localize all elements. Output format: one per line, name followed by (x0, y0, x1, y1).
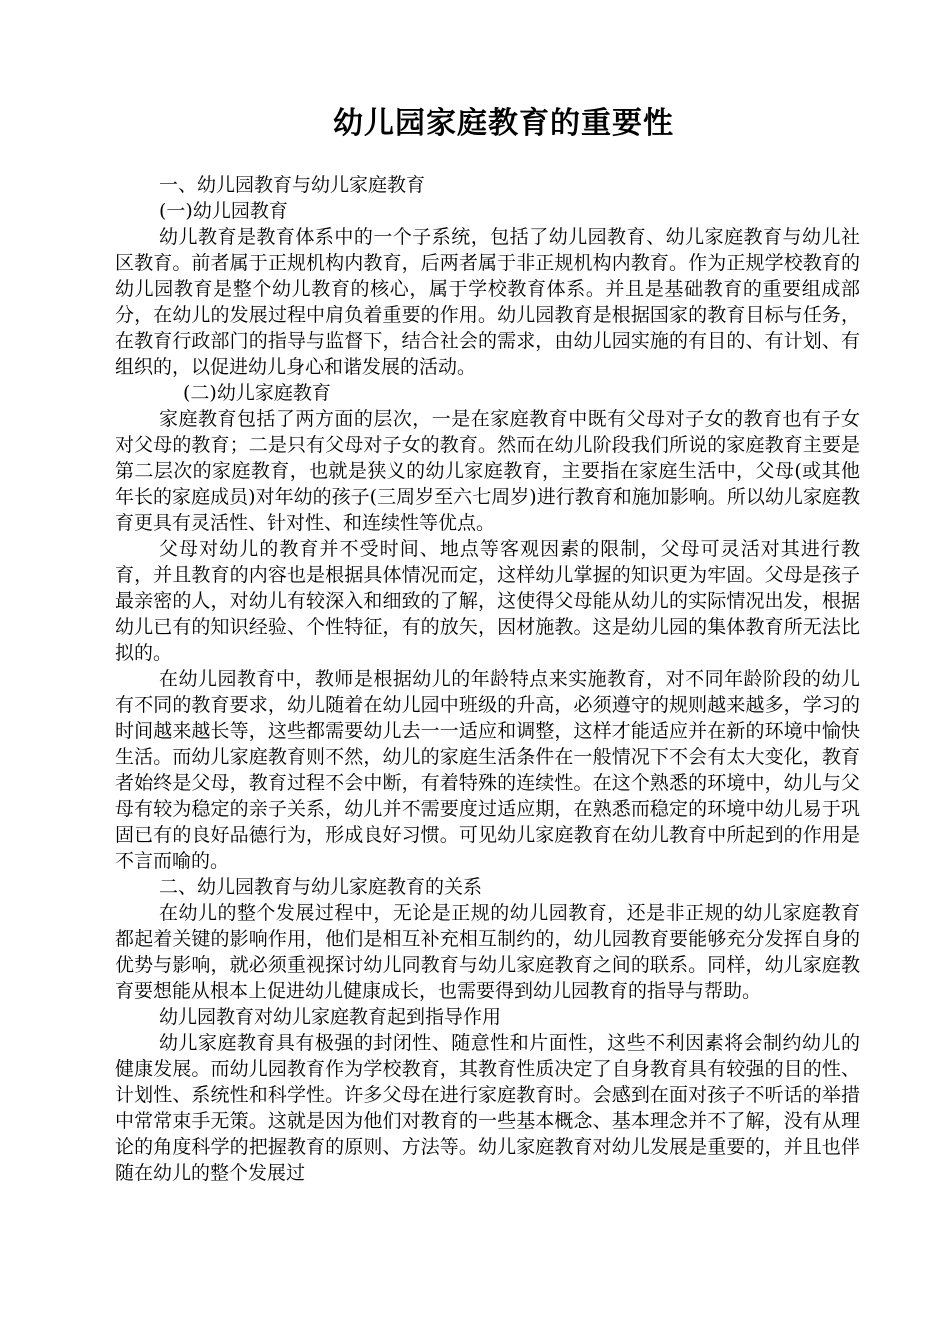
document-title: 幼儿园家庭教育的重要性 (333, 106, 674, 141)
subsection-heading-3: 幼儿园教育对幼儿家庭教育起到指导作用 (159, 1006, 502, 1028)
paragraph-5: 在幼儿的整个发展过程中，无论是正规的幼儿园教育，还是非正规的幼儿家庭教育都起着关键的影响作用，他们是相互补充相互制约的，幼儿园教育要能够充分发挥自身的优势与影响，就必须重视探讨幼儿同教育与幼儿家庭教育之间的联系。同样，幼儿家庭教育要想能从根本上促进幼儿健康成长，也需要得到幼儿园教育的指导与帮助。 (115, 902, 860, 1002)
section-heading-1: 一、幼儿园教育与幼儿家庭教育 (159, 174, 426, 196)
paragraph-1: 幼儿教育是教育体系中的一个子系统，包括了幼儿园教育、幼儿家庭教育与幼儿社区教育。前者属于正规机构内教育，后两者属于非正规机构内教育。作为正规学校教育的幼儿园教育是整个幼儿教育的核心，属于学校教育体系。并且是基础教育的重要组成部分，在幼儿的发展过程中肩负着重要的作用。幼儿园教育是根据国家的教育目标与任务，在教育行政部门的指导与监督下，结合社会的需求，由幼儿园实施的有目的、有计划、有组织的，以促进幼儿身心和谐发展的活动。 (115, 226, 860, 378)
document-body (115, 172, 860, 1186)
document-page (115, 100, 860, 1186)
paragraph-3: 父母对幼儿的教育并不受时间、地点等客观因素的限制，父母可灵活对其进行教育，并且教育的内容也是根据具体情况而定，这样幼儿掌握的知识更为牢固。父母是孩子最亲密的人，对幼儿有较深入和细致的了解，这使得父母能从幼儿的实际情况出发，根据幼儿已有的知识经验、个性特征，有的放矢，因材施教。这是幼儿园的集体教育所无法比拟的。 (115, 538, 860, 664)
paragraph-2: 家庭教育包括了两方面的层次，一是在家庭教育中既有父母对子女的教育也有子女对父母的教育；二是只有父母对子女的教育。然而在幼儿阶段我们所说的家庭教育主要是第二层次的家庭教育，也就是狭义的幼儿家庭教育，主要指在家庭生活中，父母(或其他年长的家庭成员)对年幼的孩子(三周岁至六七周岁)进行教育和施加影响。所以幼儿家庭教育更具有灵活性、针对性、和连续性等优点。 (115, 408, 860, 534)
paragraph-4: 在幼儿园教育中，教师是根据幼儿的年龄特点来实施教育，对不同年龄阶段的幼儿有不同的教育要求，幼儿随着在幼儿园中班级的升高，必须遵守的规则越来越多，学习的时间越来越长等，这些都需要幼儿去一一适应和调整，这样才能适应并在新的环境中愉快生活。而幼儿家庭教育则不然，幼儿的家庭生活条件在一般情况下不会有太大变化，教育者始终是父母，教育过程不会中断，有着特殊的连续性。在这个熟悉的环境中，幼儿与父母有较为稳定的亲子关系，幼儿并不需要度过适应期，在熟悉而稳定的环境中幼儿易于巩固已有的良好品德行为，形成良好习惯。可见幼儿家庭教育在幼儿教育中所起到的作用是不言而喻的。 (115, 668, 860, 872)
paragraph-6: 幼儿家庭教育具有极强的封闭性、随意性和片面性，这些不利因素将会制约幼儿的健康发展。而幼儿园教育作为学校教育，其教育性质决定了自身教育具有较强的目的性、计划性、系统性和科学性。许多父母在进行家庭教育时。会感到在面对孩子不听话的举措中常常束手无策。这就是因为他们对教育的一些基本概念、基本理念并不了解，没有从理论的角度科学的把握教育的原则、方法等。幼儿家庭教育对幼儿发展是重要的，并且也伴随在幼儿的整个发展过 (115, 1032, 860, 1184)
subsection-heading-2: (二)幼儿家庭教育 (183, 382, 331, 404)
section-heading-2: 二、幼儿园教育与幼儿家庭教育的关系 (159, 876, 483, 898)
subsection-heading-1: (一)幼儿园教育 (159, 200, 288, 222)
